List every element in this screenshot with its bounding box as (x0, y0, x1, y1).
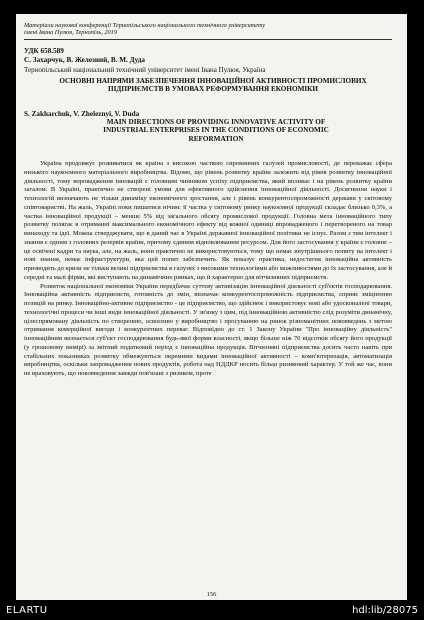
repository-name: ELARTU (6, 605, 48, 616)
page-number: 156 (206, 591, 217, 598)
paragraph-2: Розвиток національної економіки України передбачає суттєву активізацію інноваційної діяльності суб'єктів господарювання. Інноваційна активність підприємств, готовність до змін, визначає конкурентоспроможність підприємства, сприяє зміцненню позицій на ринку. Інноваційно-активне підприємство - це підприємство, що здійснює і використовує нові або удосконалені товари, технологічні процеси чи інші види інноваційної діяльності. У зв'язку з цим, під інноваційною активністю слід розуміти динамічну, цілеспрямовану діяльність по створенню, освоєнню у виробництво і просуванню на ринок різноманітних нововведень з метою отримання комерційної вигоди і конкурентних переваг. Відповідно до ст. 1 Закону України "Про інноваційну діяльність" інноваційним визнається суб'єкт господарювання будь-якої форми власності, якщо більше ніж 70 відсотків обсягу його продукції (у грошовому вимірі) за звітний податковий період є інноваційна продукція. Вітчизняні підприємства досить часто навіть при стабільних показниках розвитку обмежуються окремими видами інноваційної активності – комп'ютеризація, автоматизація виробництва, оскільки запровадження нових продуктів, робота над НДДКР носить більш ризиковий характер. У той же час, вони не враховують, що нововведення завжди пов'язані з ризиком, проте (24, 282, 392, 377)
article-body (24, 160, 392, 379)
conference-line-1: Матеріали наукової конференції Тернопільського національного технічного університету (24, 22, 266, 29)
header-divider (24, 39, 392, 40)
conference-header (24, 22, 396, 36)
paragraph-1: Україна продовжує розвиватися як країна з високою часткою сировинних галузей промисловості, де переважає сфера низького наукоємного матеріального виробництва. Відомо, що рівень розвитку країни залежить від рівня розвитку інноваційної діяльності, тому впровадження інновацій є головним чинником успіху підприємства, який впливає і на рівень розвитку країни загалом. В Україні, практично не створені умови для ефективного здійснення інноваційної діяльності. Досягнення науки і технологій визначають не тільки динаміку економічного зростання, але і рівень конкурентоспроможності держави у світовому співтоваристві. На жаль, Україні поки пишатися нічим: її частка у світовому ринку наукоємної продукції складає близько 0,3%, а частка інноваційної продукції – менше 5% від загального обсягу промислової продукції. Головна мета інноваційного типу розвитку полягає в отриманні максимального економічного ефекту від кожної одиниці впровадженого і перетвореного на товар винаходу та ідеї. Можна стверджувати, що в даний час в Україні державної інноваційної політики не існує. Разом з тим інтелект і знання є одним з головних резервів країни, причому єдиним відновлюваним ресурсом. Для його застосування у країни є головне – це освічені кадри та наука, але, на жаль, вони практично не використовуються, тому що немає внутрішнього попиту на інтелект і нові знання, немає інфраструктури, яка цей попит забезпечить. Як показує практика, недостатня інноваційна активність призводить до кризи не тільки великі підприємства в галузях з високими технологіями або можливостями до їх застосування, але й середні та малі фірми, які виступають на динамічних ринках, що й характерно для вітчизняних підприємств. (24, 160, 392, 281)
title-english: MAIN DIRECTIONS OF PROVIDING INNOVATIVE ACTIVITY OF INDUSTRIAL ENTERPRISES IN THE CONDITIONS OF ECONOMIC REFORMATION (103, 118, 329, 143)
handle-identifier: hdl:lib/28075 (352, 605, 418, 616)
affiliation: Тернопільський національний технічний університет імені Івана Пулюя, Україна (24, 66, 266, 74)
authors-ukrainian: С. Захарчук, В. Железний, В. М. Дуда (24, 56, 145, 64)
document-page (16, 14, 407, 600)
udk-code: УДК 658.589 (24, 47, 64, 55)
conference-line-2: імені Івана Пулюя, Тернопіль, 2019 (24, 29, 117, 37)
authors-english: S. Zakharchuk, V. Zheleznyi, V. Duda (24, 110, 140, 118)
title-ukrainian: ОСНОВНІ НАПРЯМИ ЗАБЕЗПЕЧЕННЯ ІННОВАЦІЙНОЇ АКТИВНОСТІ ПРОМИСЛОВИХ ПІДПРИЄМСТВ В УМОВАХ РЕФОРМУВАННЯ ЕКОНОМІКИ (59, 77, 367, 94)
